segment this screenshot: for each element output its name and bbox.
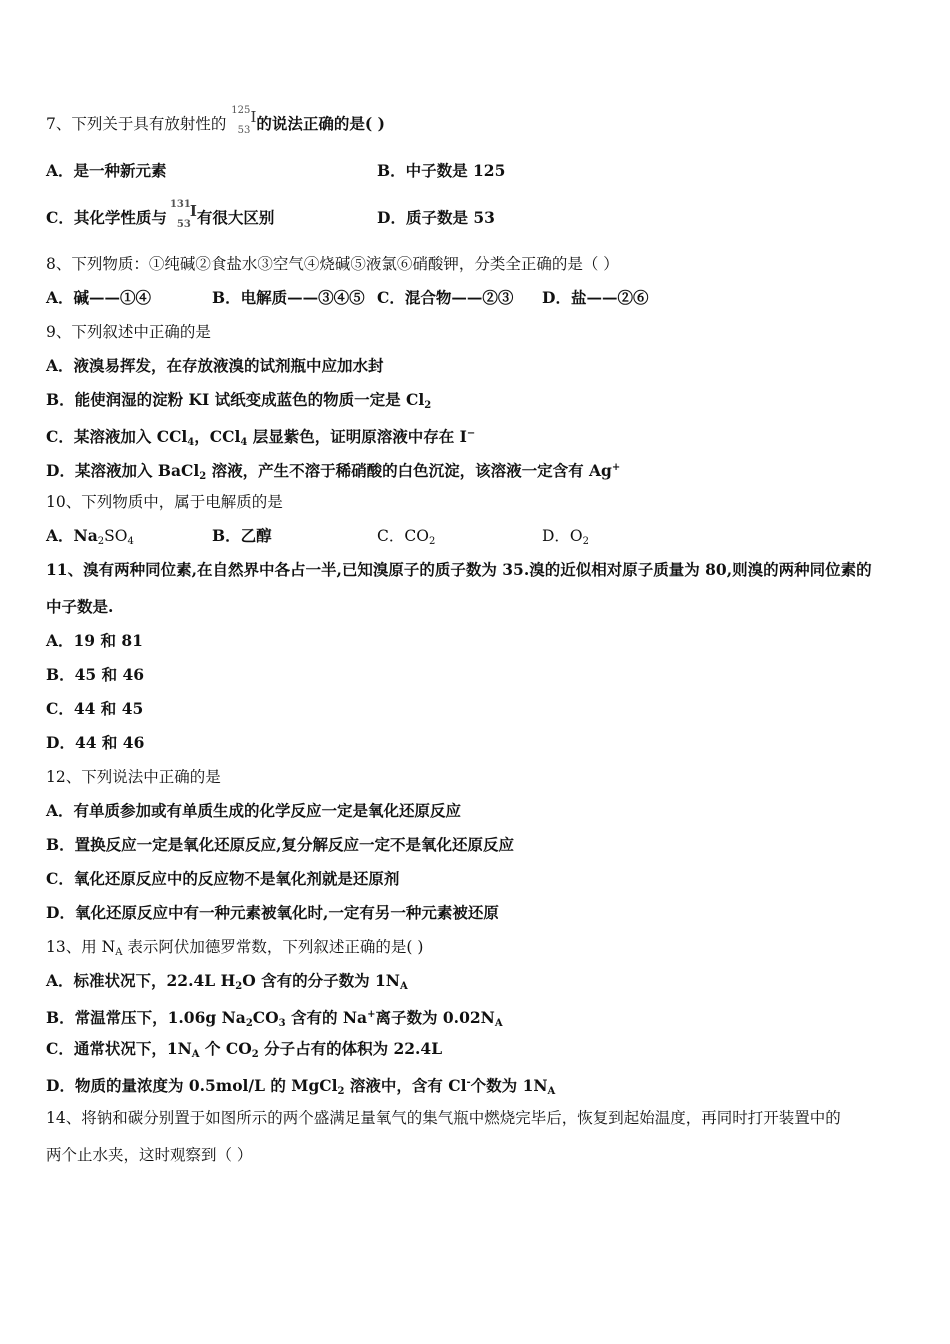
q13-option-d: D．物质的量浓度为 0.5mol/L 的 MgCl$_2$ 溶液中，含有 Cl-个数为 $1N_A$	[46, 1076, 556, 1097]
q10-option-a: A．$Na_2SO_4$	[46, 526, 134, 547]
q11-option-a: A．19 和 81	[46, 631, 143, 650]
q7-option-c: C．其化学性质与 131 53 I 有很大区别	[46, 199, 275, 230]
q12-stem: 12、下列说法中正确的是	[46, 768, 221, 786]
q11-stem-line1: 11、溴有两种同位素,在自然界中各占一半,已知溴原子的质子数为 35.溴的近似相对原子质量为 80,则溴的两种同位素的	[46, 560, 872, 579]
q8-stem: 8、下列物质：①纯碱②食盐水③空气④烧碱⑤液氯⑥硝酸钾，分类全正确的是（ ）	[46, 255, 619, 273]
q12-option-a: A．有单质参加或有单质生成的化学反应一定是氧化还原反应	[46, 801, 462, 820]
q7-stem: 7、下列关于具有放射性的 125 53 I 的说法正确的是( )	[46, 105, 385, 136]
q8-option-a: A．碱——①④	[46, 288, 152, 307]
q12-option-b: B．置换反应一定是氧化还原反应,复分解反应一定不是氧化还原反应	[46, 835, 514, 854]
q8-option-c: C．混合物——②③	[377, 288, 514, 307]
q7-option-b: B．中子数是 125	[377, 161, 506, 180]
q8-option-b: B．电解质——③④⑤	[212, 288, 365, 307]
q12-option-c: C．氧化还原反应中的反应物不是氧化剂就是还原剂	[46, 869, 400, 888]
q7-option-d: D．质子数是 53	[377, 208, 495, 227]
q11-option-c: C．44 和 45	[46, 699, 144, 718]
q13-option-a: A．标准状况下，22.4L $H_2O$ 含有的分子数为 $1N_A$	[46, 971, 408, 992]
q10-option-c: C．$CO_2$	[377, 527, 436, 547]
q8-option-d: D．盐——②⑥	[542, 288, 649, 307]
q10-option-d: D．$O_2$	[542, 527, 590, 547]
q14-stem-line2: 两个止水夹，这时观察到（ ）	[46, 1146, 253, 1164]
q9-option-a: A．液溴易挥发，在存放液溴的试剂瓶中应加水封	[46, 356, 384, 375]
q13-option-b: B．常温常压下，1.06g $Na_2CO_3$ 含有的 Na+离子数为 $0.02N_A$	[46, 1008, 503, 1029]
q9-option-d: D．某溶液加入 BaCl$_2$ 溶液，产生不溶于稀硝酸的白色沉淀，该溶液一定含有 Ag+	[46, 461, 621, 482]
q9-option-c: C．某溶液加入 CCl$_4$，CCl$_4$ 层显紫色，证明原溶液中存在 I−	[46, 427, 476, 448]
q9-stem: 9、下列叙述中正确的是	[46, 323, 211, 341]
q12-option-d: D．氧化还原反应中有一种元素被氧化时,一定有另一种元素被还原	[46, 903, 499, 922]
q13-stem: 13、用 $N_A$ 表示阿伏加德罗常数，下列叙述正确的是( )	[46, 938, 424, 958]
q11-option-d: D．44 和 46	[46, 733, 145, 752]
q13-option-c: C．通常状况下，$1N_A$ 个 $CO_2$ 分子占有的体积为 22.4L	[46, 1039, 443, 1060]
isotope-notation: 125 53 I	[231, 105, 257, 136]
q10-option-b: B．乙醇	[212, 526, 272, 545]
q11-option-b: B．45 和 46	[46, 665, 145, 684]
q14-stem-line1: 14、将钠和碳分别置于如图所示的两个盛满足量氧气的集气瓶中燃烧完毕后，恢复到起始温度，再同时打开装置中的	[46, 1109, 841, 1127]
q9-option-b: B．能使润湿的淀粉 KI 试纸变成蓝色的物质一定是 $Cl_2$	[46, 390, 432, 411]
isotope-notation-c: 131 53 I	[169, 199, 197, 230]
q11-stem-line2: 中子数是.	[46, 597, 114, 616]
q10-stem: 10、下列物质中，属于电解质的是	[46, 493, 283, 511]
q7-option-a: A．是一种新元素	[46, 161, 167, 180]
